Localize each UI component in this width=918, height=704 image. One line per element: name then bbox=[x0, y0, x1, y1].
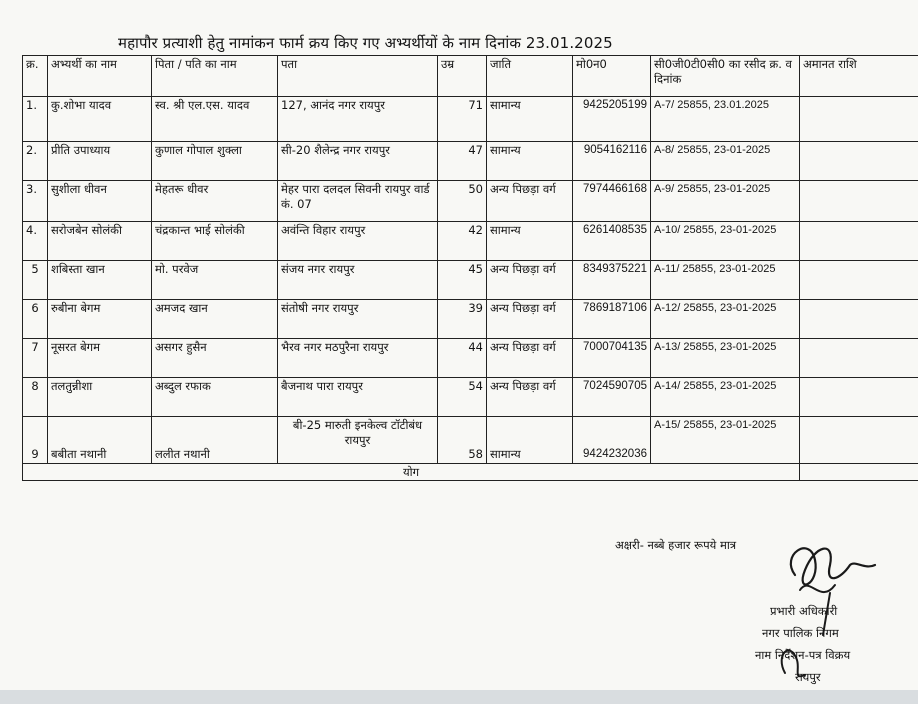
cell-caste: अन्य पिछड़ा वर्ग bbox=[487, 378, 573, 417]
officer-line-4: रायपुर bbox=[795, 670, 821, 684]
cell-caste: अन्य पिछड़ा वर्ग bbox=[487, 181, 573, 222]
cell-address: भैरव नगर मठपुरैना रायपुर bbox=[278, 339, 438, 378]
header-address: पता bbox=[278, 56, 438, 97]
cell-receipt: A-11/ 25855, 23-01-2025 bbox=[651, 261, 800, 300]
cell-address: सी-20 शैलेन्द्र नगर रायपुर bbox=[278, 142, 438, 181]
cell-relative-name: अमजद खान bbox=[152, 300, 278, 339]
cell-deposit bbox=[800, 142, 918, 181]
cell-relative-name: मेहतरू धीवर bbox=[152, 181, 278, 222]
header-mobile: मो0न0 bbox=[573, 56, 651, 97]
cell-mobile: 7974466168 bbox=[573, 181, 651, 222]
header-age: उम्र bbox=[438, 56, 487, 97]
cell-age: 58 bbox=[438, 417, 487, 464]
table-row bbox=[23, 97, 918, 142]
header-relative-name: पिता / पति का नाम bbox=[152, 56, 278, 97]
cell-serial: 7 bbox=[23, 339, 48, 378]
table-row bbox=[23, 378, 918, 417]
cell-age: 42 bbox=[438, 222, 487, 261]
cell-serial: 1. bbox=[23, 97, 48, 142]
cell-address: बी-25 मारुती इनकेल्व टॉटीबंध रायपुर bbox=[278, 417, 438, 464]
table-header-row bbox=[23, 56, 918, 97]
cell-mobile: 8349375221 bbox=[573, 261, 651, 300]
cell-relative-name: स्व. श्री एल.एस. यादव bbox=[152, 97, 278, 142]
officer-line-1: प्रभारी अधिकारी bbox=[770, 604, 838, 618]
cell-candidate-name: तलतुन्नीशा bbox=[48, 378, 152, 417]
cell-relative-name: कुणाल गोपाल शुक्ला bbox=[152, 142, 278, 181]
header-deposit: अमानत राशि bbox=[800, 56, 918, 97]
total-row bbox=[23, 464, 918, 481]
cell-mobile: 9424232036 bbox=[573, 417, 651, 464]
cell-candidate-name: शबिस्ता खान bbox=[48, 261, 152, 300]
cell-candidate-name: सुशीला धीवन bbox=[48, 181, 152, 222]
header-serial: क्र. bbox=[23, 56, 48, 97]
amount-in-words: अक्षरी- नब्बे हजार रूपये मात्र bbox=[615, 538, 737, 552]
cell-address: संजय नगर रायपुर bbox=[278, 261, 438, 300]
cell-mobile: 9054162116 bbox=[573, 142, 651, 181]
total-label: योग bbox=[23, 464, 800, 481]
table-row bbox=[23, 222, 918, 261]
cell-receipt: A-9/ 25855, 23-01-2025 bbox=[651, 181, 800, 222]
cell-caste: अन्य पिछड़ा वर्ग bbox=[487, 261, 573, 300]
cell-caste: अन्य पिछड़ा वर्ग bbox=[487, 300, 573, 339]
cell-relative-name: चंद्रकान्त भाई सोलंकी bbox=[152, 222, 278, 261]
cell-caste: सामान्य bbox=[487, 142, 573, 181]
cell-mobile: 9425205199 bbox=[573, 97, 651, 142]
cell-candidate-name: सरोजबेन सोलंकी bbox=[48, 222, 152, 261]
cell-deposit bbox=[800, 181, 918, 222]
cell-age: 44 bbox=[438, 339, 487, 378]
cell-address: मेहर पारा दलदल सिवनी रायपुर वार्ड कं. 07 bbox=[278, 181, 438, 222]
cell-receipt: A-10/ 25855, 23-01-2025 bbox=[651, 222, 800, 261]
cell-deposit bbox=[800, 378, 918, 417]
cell-caste: सामान्य bbox=[487, 417, 573, 464]
cell-relative-name: मो. परवेज bbox=[152, 261, 278, 300]
cell-deposit bbox=[800, 300, 918, 339]
scan-edge bbox=[0, 690, 918, 704]
cell-receipt: A-7/ 25855, 23.01.2025 bbox=[651, 97, 800, 142]
header-receipt: सी0जी0टी0सी0 का रसीद क्र. व दिनांक bbox=[651, 56, 800, 97]
cell-age: 54 bbox=[438, 378, 487, 417]
cell-address: बैजनाथ पारा रायपुर bbox=[278, 378, 438, 417]
cell-receipt: A-15/ 25855, 23-01-2025 bbox=[651, 417, 800, 464]
table-row bbox=[23, 300, 918, 339]
cell-age: 50 bbox=[438, 181, 487, 222]
cell-deposit bbox=[800, 339, 918, 378]
cell-relative-name: अब्दुल रफाक bbox=[152, 378, 278, 417]
table-row bbox=[23, 142, 918, 181]
cell-serial: 8 bbox=[23, 378, 48, 417]
page-title: महापौर प्रत्याशी हेतु नामांकन फार्म क्रय किए गए अभ्यर्थीयों के नाम दिनांक 23.01.2025 bbox=[118, 34, 613, 52]
cell-age: 47 bbox=[438, 142, 487, 181]
cell-serial: 4. bbox=[23, 222, 48, 261]
candidate-table bbox=[22, 55, 918, 481]
table-row bbox=[23, 339, 918, 378]
cell-candidate-name: रुबीना बेगम bbox=[48, 300, 152, 339]
cell-serial: 5 bbox=[23, 261, 48, 300]
cell-mobile: 6261408535 bbox=[573, 222, 651, 261]
table-row bbox=[23, 261, 918, 300]
table-row bbox=[23, 181, 918, 222]
header-caste: जाति bbox=[487, 56, 573, 97]
cell-serial: 3. bbox=[23, 181, 48, 222]
cell-serial: 6 bbox=[23, 300, 48, 339]
total-deposit bbox=[800, 464, 918, 481]
cell-mobile: 7869187106 bbox=[573, 300, 651, 339]
officer-line-3: नाम निर्देशन-पत्र विक्रय bbox=[755, 648, 851, 662]
cell-caste: सामान्य bbox=[487, 97, 573, 142]
cell-relative-name: ललीत नथानी bbox=[152, 417, 278, 464]
cell-serial: 9 bbox=[23, 417, 48, 464]
header-candidate-name: अभ्यर्थी का नाम bbox=[48, 56, 152, 97]
cell-mobile: 7000704135 bbox=[573, 339, 651, 378]
cell-address: अवंन्ति विहार रायपुर bbox=[278, 222, 438, 261]
cell-caste: अन्य पिछड़ा वर्ग bbox=[487, 339, 573, 378]
cell-deposit bbox=[800, 97, 918, 142]
cell-candidate-name: बबीता नथानी bbox=[48, 417, 152, 464]
cell-deposit bbox=[800, 261, 918, 300]
cell-age: 39 bbox=[438, 300, 487, 339]
cell-caste: सामान्य bbox=[487, 222, 573, 261]
cell-address: 127, आनंद नगर रायपुर bbox=[278, 97, 438, 142]
cell-address: संतोषी नगर रायपुर bbox=[278, 300, 438, 339]
cell-candidate-name: प्रीति उपाध्याय bbox=[48, 142, 152, 181]
cell-candidate-name: कु.शोभा यादव bbox=[48, 97, 152, 142]
officer-line-2: नगर पालिक निगम bbox=[762, 626, 839, 640]
table-row bbox=[23, 417, 918, 464]
cell-age: 45 bbox=[438, 261, 487, 300]
cell-serial: 2. bbox=[23, 142, 48, 181]
cell-candidate-name: नूसरत बेगम bbox=[48, 339, 152, 378]
cell-receipt: A-12/ 25855, 23-01-2025 bbox=[651, 300, 800, 339]
cell-deposit bbox=[800, 222, 918, 261]
cell-receipt: A-14/ 25855, 23-01-2025 bbox=[651, 378, 800, 417]
cell-relative-name: असगर हुसैन bbox=[152, 339, 278, 378]
cell-receipt: A-13/ 25855, 23-01-2025 bbox=[651, 339, 800, 378]
cell-receipt: A-8/ 25855, 23-01-2025 bbox=[651, 142, 800, 181]
cell-deposit bbox=[800, 417, 918, 464]
cell-mobile: 7024590705 bbox=[573, 378, 651, 417]
cell-age: 71 bbox=[438, 97, 487, 142]
